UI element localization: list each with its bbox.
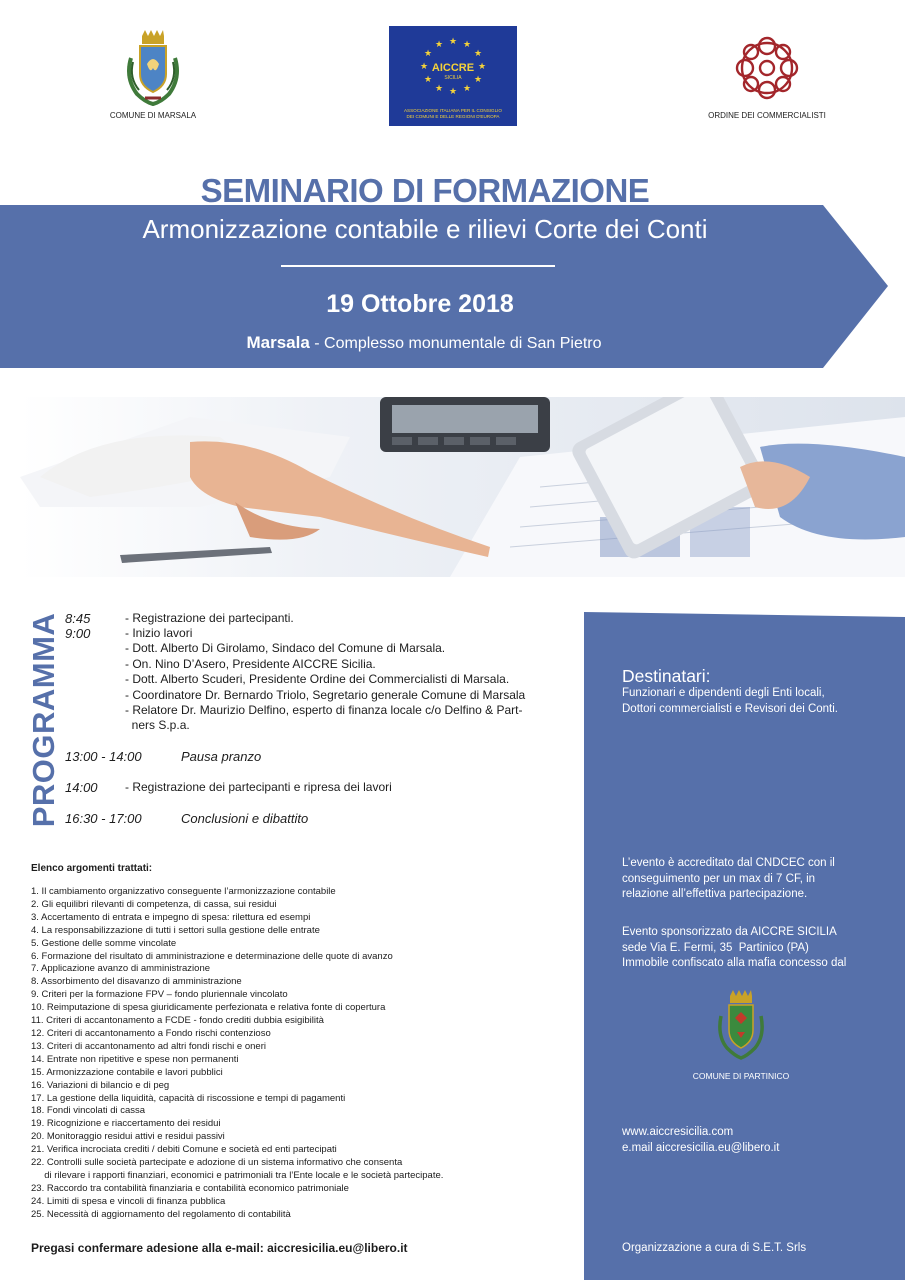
svg-text:★: ★ (473, 49, 483, 59)
comune-partinico-label: COMUNE DI PARTINICO (692, 1071, 790, 1081)
svg-text:★: ★ (473, 75, 483, 85)
event-city: Marsala (246, 333, 310, 352)
svg-text:★: ★ (462, 40, 472, 50)
topic-item: 4. La responsabilizzazione di tutti i settori sulla gestione delle entrate (31, 924, 320, 936)
aiccre-subtitle: SICILIA (444, 75, 462, 81)
svg-text:★: ★ (434, 40, 444, 50)
ordine-commercialisti-label: ORDINE DEI COMMERCIALISTI (708, 111, 826, 120)
topics-list (31, 886, 576, 1222)
topic-item: 5. Gestione delle somme vincolate (31, 937, 177, 949)
destinatari-title: Destinatari: (622, 666, 711, 686)
topic-item: 22. Controlli sulle società partecipate e adozione di un sistema informativo che consenta (31, 1157, 403, 1169)
program-time: 9:00 (65, 626, 91, 641)
organization-note: Organizzazione a cura di S.E.T. Srls (622, 1242, 807, 1254)
contacts-section (622, 1125, 892, 1156)
program-time: 16:30 - 17:00 (65, 811, 142, 826)
program-line: - Coordinatore Dr. Bernardo Triolo, Segretario generale Comune di Marsala (125, 687, 526, 702)
sponsor-line: Immobile confiscato alla mafia concesso dal (622, 957, 847, 970)
aiccre-caption-line-1: ASSOCIAZIONE ITALIANA PER IL CONSIGLIO (403, 108, 503, 113)
aiccre-caption-line-2: DEI COMUNI E DELLE REGIONI D'EUROPA (406, 114, 500, 119)
program-line: ners S.p.a. (125, 718, 190, 733)
svg-text:★: ★ (434, 84, 444, 94)
accreditation-line: L’evento è accreditato dal CNDCEC con il (622, 857, 835, 869)
svg-text:★: ★ (448, 37, 458, 47)
seminar-subtitle: Armonizzazione contabile e rilievi Corte dei Conti (142, 214, 708, 244)
topic-item: 9. Criteri per la formazione FPV – fondo pluriennale vincolato (31, 989, 288, 1001)
topic-item: 17. La gestione della liquidità, capacità di riscossione e tempi di pagamenti (31, 1092, 346, 1104)
programma-label-text: PROGRAMMA (26, 612, 61, 828)
topic-item: 24. Limiti di spesa e vincoli di finanza pubblica (31, 1195, 226, 1207)
program-line: - Dott. Alberto Scuderi, Presidente Ordine dei Commercialisti di Marsala. (125, 672, 510, 687)
ordine-commercialisti-logo (733, 34, 801, 102)
event-date: 19 Ottobre 2018 (326, 290, 514, 318)
program-line: - Inizio lavori (125, 626, 193, 640)
program-entry-lunch (65, 749, 262, 764)
event-location (0, 333, 848, 353)
topic-item: 6. Formazione del risultato di amministrazione e determinazione delle quote di avanzo (31, 950, 393, 962)
topic-item: 8. Assorbimento del disavanzo di amministrazione (31, 976, 242, 988)
svg-text:★: ★ (423, 49, 433, 59)
partinico-crest-logo (715, 988, 767, 1060)
topics-heading: Elenco argomenti trattati: (31, 863, 153, 874)
topic-item: 21. Verifica incrociata crediti / debiti Comune e società ed enti partecipati (31, 1144, 337, 1156)
program-time: 14:00 (65, 780, 98, 795)
program-text: - Registrazione dei partecipanti. (125, 611, 294, 625)
svg-text:★: ★ (423, 75, 433, 85)
website-link[interactable]: www.aiccresicilia.com (622, 1126, 734, 1138)
destinatari-line: Funzionari e dipendenti degli Enti locali, (622, 687, 825, 699)
topic-item: 7. Applicazione avanzo di amministrazione (31, 963, 211, 975)
business-hands-photo (20, 397, 905, 577)
topic-item: 11. Criteri di accantonamento a FCDE - fondo crediti dubbia esigibilità (31, 1015, 324, 1027)
sponsor-line: sede Via E. Fermi, 35 Partinico (PA) (622, 941, 809, 954)
destinatari-section (622, 666, 892, 717)
program-line: - Relatore Dr. Maurizio Delfino, esperto di finanza locale c/o Delfino & Part- (125, 703, 523, 718)
topic-item: 13. Criteri di accantonamento ad altri fondi rischi e oneri (31, 1040, 266, 1052)
topic-item: 12. Criteri di accantonamento a Fondo rischi contenzioso (31, 1027, 271, 1039)
topic-item: 1. Il cambiamento organizzativo conseguente l’armonizzazione contabile (31, 886, 336, 897)
topic-item: 19. Ricognizione e riaccertamento dei residui (31, 1118, 221, 1130)
topic-item: 18. Fondi vincolati di cassa (31, 1105, 146, 1117)
programma-vertical-label (26, 612, 61, 828)
accreditation-section (622, 856, 892, 903)
program-speakers-list (125, 626, 545, 734)
program-text: - Registrazione dei partecipanti e ripresa dei lavori (125, 780, 392, 794)
program-line: - On. Nino D’Asero, Presidente AICCRE Sicilia. (125, 656, 376, 671)
program-time: 13:00 - 14:00 (65, 749, 142, 764)
program-line: - Dott. Alberto Di Girolamo, Sindaco del Comune di Marsala. (125, 641, 446, 656)
email-link[interactable]: e.mail aiccresicilia.eu@libero.it (622, 1141, 780, 1154)
topic-item: 10. Reimputazione di spesa giuridicamente perfezionata e relativa fonte di copertura (31, 1002, 386, 1014)
topic-item: di rilevare i rapporti finanziari, economici e patrimoniali tra l’Ente locale e le società partecipate. (31, 1169, 444, 1181)
topic-item: 3. Accertamento di entrata e impegno di spesa: rilettura ed esempi (31, 911, 311, 923)
event-venue: Complesso monumentale di San Pietro (324, 335, 602, 352)
svg-text:★: ★ (477, 62, 487, 72)
sponsor-section (622, 925, 892, 972)
accreditation-line: relazione all’effettiva partecipazione. (622, 888, 808, 901)
seminar-title: SEMINARIO DI FORMAZIONE (200, 172, 650, 209)
topic-item: 23. Raccordo tra contabilità finanziaria e contabilità economico patrimoniale (31, 1182, 349, 1194)
program-text: Conclusioni e dibattito (181, 811, 309, 826)
confirmation-note: Pregasi confermare adesione alla e-mail: aiccresicilia.eu@libero.it (31, 1241, 408, 1255)
comune-marsala-label: COMUNE DI MARSALA (109, 111, 197, 120)
location-separator: - (309, 335, 325, 352)
svg-text:★: ★ (462, 84, 472, 94)
accreditation-line: conseguimento per un max di 7 CF, in (622, 872, 816, 885)
topic-item: 14. Entrate non ripetitive e spese non permanenti (31, 1053, 239, 1065)
aiccre-title: AICCRE (431, 62, 475, 74)
topic-item: 2. Gli equilibri rilevanti di competenza, di cassa, sui residui (31, 898, 277, 910)
program-entry-closing (65, 811, 309, 826)
topic-item: 15. Armonizzazione contabile e lavori pubblici (31, 1066, 223, 1078)
program-text: Pausa pranzo (181, 749, 262, 764)
svg-text:★: ★ (448, 87, 458, 97)
sponsor-line: Evento sponsorizzato da AICCRE SICILIA (622, 926, 837, 938)
aiccre-logo (389, 26, 517, 126)
marsala-crest-logo (123, 28, 183, 106)
program-time: 8:45 (65, 611, 91, 626)
svg-text:★: ★ (419, 62, 429, 72)
topic-item: 25. Necessità di aggiornamento del regolamento di contabilità (31, 1208, 291, 1220)
topic-item: 16. Variazioni di bilancio e di peg (31, 1079, 170, 1091)
destinatari-line: Dottori commercialisti e Revisori dei Conti. (622, 702, 839, 715)
banner-divider (281, 265, 555, 267)
topic-item: 20. Monitoraggio residui attivi e residui passivi (31, 1131, 225, 1143)
